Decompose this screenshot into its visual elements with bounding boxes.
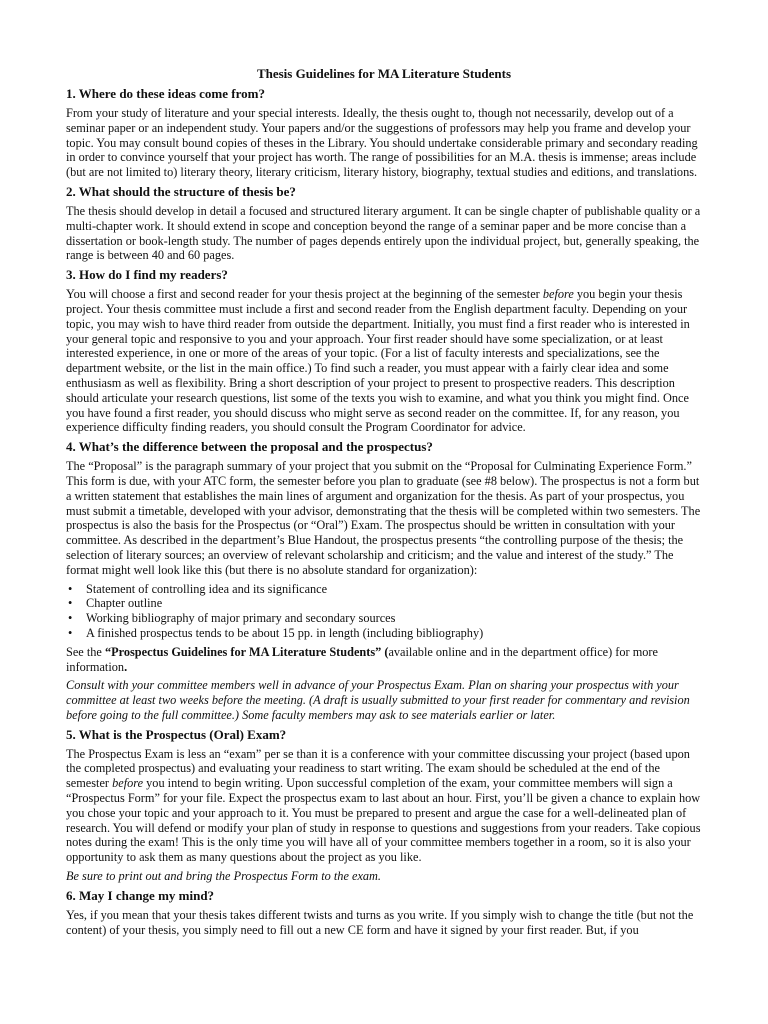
document-title: Thesis Guidelines for MA Literature Students [256,66,512,81]
section-2-paragraph: The thesis should develop in detail a focused and structured literary argument. It can be single chapter of publishable quality or a multi-chapter work. It should extend in scope and conception beyond the range of a seminar paper and be more concise than a dissertation or book-length study. The number of pages depends entirely upon the individual project, but, generally speaking, the range is between 40 and 60 pages. [66,203,701,263]
prospectus-exam-note: Consult with your committee members well in advance of your Prospectus Exam. Plan on sharing your prospectus with your committee at least two weeks before the meeting. (A draft is usually submitted to your first reader for commentary and revision before going to the full committee.) Some faculty members may ask to see materials earlier or later. [66,678,690,722]
prospectus-format-list [66,582,702,641]
section-4-paragraph: The “Proposal” is the paragraph summary of your project that you submit on the “Proposal for Culminating Experience Form.” This form is due, with your ATC form, the semester before you plan to graduate (see #8 below). The prospectus is not a form but a written statement that establishes the main lines of argument and organization for the thesis. As part of your prospectus, you must submit a timetable, developed with your advisor, demonstrating that the thesis will be completed within two semesters. The prospectus is also the basis for the Prospectus (or “Oral”) Exam. The prospectus should be written in consultation with your committee. As described in the department’s Blue Handout, the prospectus presents “the controlling purpose of the thesis; the selection of literary sources; an overview of relevant scholarship and criticism; and the value and interest of the study.” The format might well look like this (but there is no absolute standard for organization): [66,459,701,577]
list-item [66,596,702,611]
list-item-text: Statement of controlling idea and its significance [86,581,328,596]
see-text-end: . [124,659,128,674]
prospectus-form-note: Be sure to print out and bring the Prospectus Form to the exam. [66,869,382,884]
bullet-icon: • [68,581,73,596]
section-1-paragraph: From your study of literature and your special interests. Ideally, the thesis ought to, though not necessarily, develop out of a seminar paper or an independent study. Your papers and/or the suggestions of professors may help you frame and develop your topic. You may consult bound copies of theses in the Library. You should undertake considerable primary and secondary reading in order to convince yourself that your project has worth. The range of possibilities for an M.A. thesis is immense; areas include (but are not limited to) literary theory, literary criticism, literary history, biography, textual studies and editions, and translations. [66,106,698,180]
section-5-heading: 5. What is the Prospectus (Oral) Exam? [66,726,287,742]
see-text-a: See the [66,644,105,659]
section-5-text-b: you intend to begin writing. Upon successful completion of the exam, your committee members will sign a “Prospectus Form” for your file. Expect the prospectus exam to last about an hour. First, you’ll be given a chance to explain how you chose your topic and your approach to it. You must be prepared to present and argue the case for a well-delineated plan of research. You will defend or modify your plan of study in response to questions and suggestions from your readers. Take copious notes during the exam! This is the only time you will have all of your committee members together in a room, so it is also your opportunity to ask them as many questions about the project as you like. [66,776,701,865]
list-item [66,611,702,626]
list-item [66,582,702,597]
list-item [66,626,702,641]
prospectus-guidelines-reference [66,645,702,675]
section-6-heading: 6. May I change my mind? [66,887,215,903]
bullet-icon: • [68,611,73,626]
list-item-text: Chapter outline [86,596,163,611]
bullet-icon: • [68,596,73,611]
section-5-text-a: The Prospectus Exam is less an “exam” per se than it is a conference with your committee discussing your project (based upon the completed prospectus) and evaluating your readiness to start writing. The exam should be scheduled at the end of the semester [66,746,690,791]
section-1-heading: 1. Where do these ideas come from? [66,86,265,101]
see-text-b: available online and in the department office) for more information [66,644,658,674]
section-5-emphasis: before [112,776,144,791]
list-item-text: Working bibliography of major primary and secondary sources [86,611,396,626]
bullet-icon: • [68,625,73,640]
section-3-emphasis: before [542,287,574,302]
guidelines-title: “Prospectus Guidelines for MA Literature Students” ( [104,644,389,659]
section-2-heading: 2. What should the structure of thesis be? [66,183,296,199]
section-6-paragraph: Yes, if you mean that your thesis takes different twists and turns as you write. If you simply wish to change the title (but not the content) of your thesis, you simply need to fill out a new CE form and have it signed by your first reader. But, if you [66,907,694,937]
section-5-paragraph [66,747,702,865]
section-3-heading: 3. How do I find my readers? [66,267,228,283]
section-3-text-a: You will choose a first and second reader for your thesis project at the beginning of the semester [66,287,543,302]
section-3-paragraph [66,287,702,435]
section-3-text-b: you begin your thesis project. Your thesis committee must include a first and second reader from the English department faculty. Depending on your topic, you may wish to have third reader from outside the department. Initially, you must find a first reader who is interested in your general topic and responsive to you and your approach. Your first reader should have some specialization, or at least interested experience, in one or more of the areas of your topic. (For a list of faculty interests and specializations, see the department website, or the list in the main office.) To find such a reader, you must appear with a fairly clear idea and some enthusiasm as well as flexibility. Bring a short description of your project to present to prospective readers. This description should articulate your research questions, list some of the texts you wish to examine, and what you think you might find. Once you have found a first reader, you should discuss who might serve as second reader on the committee. If, for any reason, you experience difficulty finding readers, you should consult the Program Coordinator for advice. [66,287,690,435]
section-4-heading: 4. What’s the difference between the proposal and the prospectus? [66,439,433,455]
list-item-text: A finished prospectus tends to be about 15 pp. in length (including bibliography) [86,625,484,640]
